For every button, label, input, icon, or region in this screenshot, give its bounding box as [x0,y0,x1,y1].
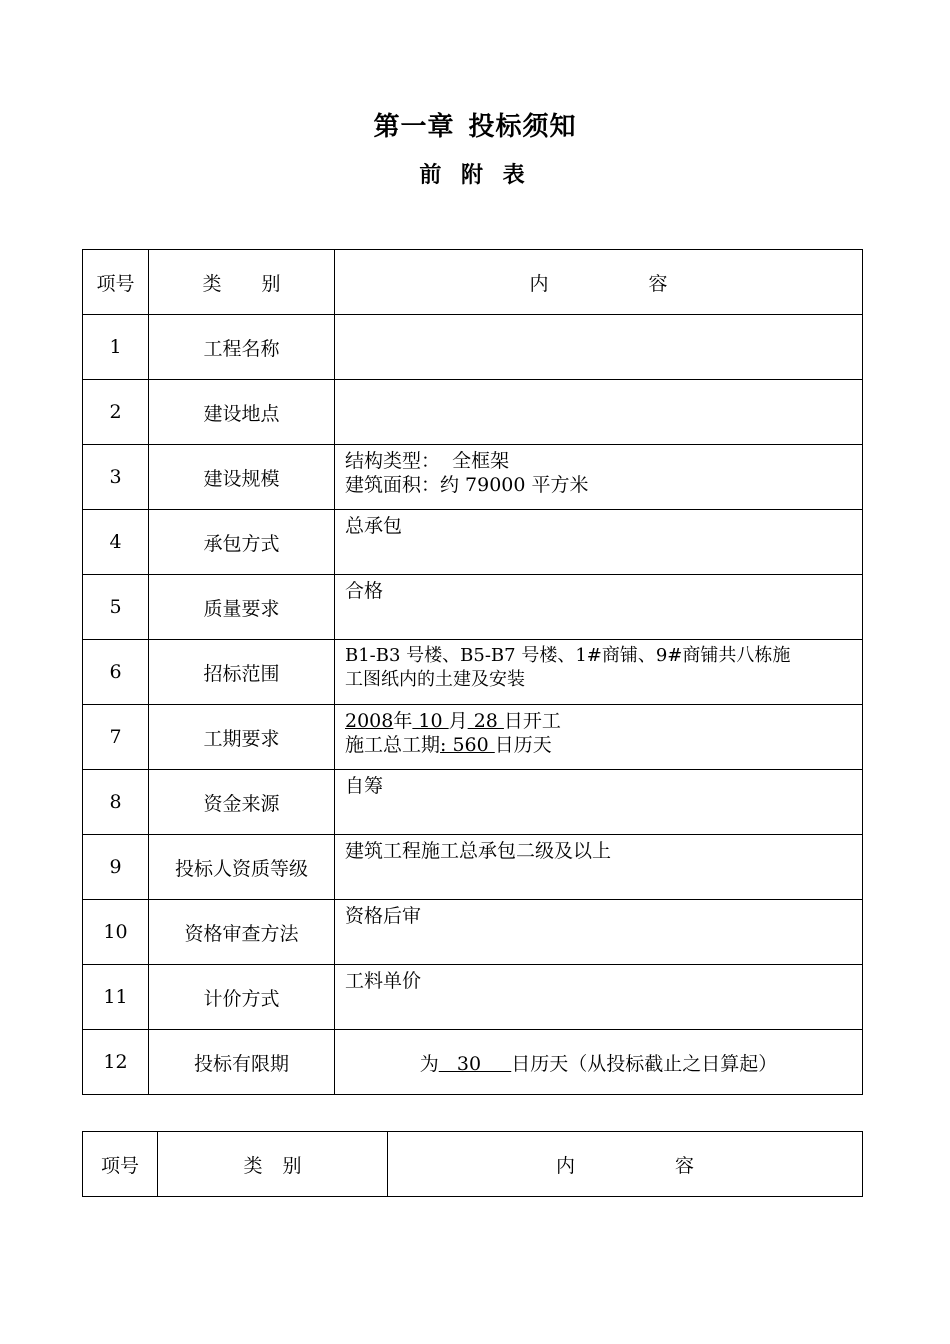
construction-period [345,733,862,757]
row-no: 1 [83,315,149,380]
row-content [335,705,863,770]
start-month: 10 [412,710,449,732]
validity-days: 30 [438,1052,512,1075]
header-content-char2: 容 [675,1154,695,1177]
row-content: 合格 [335,575,863,640]
header-content-char2: 容 [648,272,668,295]
header-content [335,250,863,315]
row-content: 工料单价 [335,965,863,1030]
period-label: 施工总工期 [345,734,441,756]
row-no: 10 [83,900,149,965]
table-row [83,575,863,640]
month-unit: 月 [448,710,468,732]
row-category: 工期要求 [149,705,335,770]
scope-line-2: 工图纸内的土建及安装 [345,669,525,690]
continuation-table [82,1131,863,1197]
row-content [335,1030,863,1095]
start-year: 2008 [345,710,394,732]
row-category: 建设地点 [149,380,335,445]
start-date [345,709,862,733]
row-no: 7 [83,705,149,770]
table-header-row [83,1132,863,1197]
row-no: 12 [83,1030,149,1095]
table-row [83,380,863,445]
header-category [149,250,335,315]
row-content [335,640,863,705]
chapter-title [0,106,950,143]
table-row [83,640,863,705]
row-no: 8 [83,770,149,835]
header-category-char2: 别 [261,272,281,295]
table-subtitle: 前 附 表 [419,163,531,188]
validity-prefix: 为 [419,1052,439,1075]
row-category: 承包方式 [149,510,335,575]
row-no: 3 [83,445,149,510]
front-attached-table [82,249,863,1095]
row-content: 自筹 [335,770,863,835]
row-content [335,445,863,510]
row-no: 5 [83,575,149,640]
row-category: 资金来源 [149,770,335,835]
header-item-no: 项号 [83,250,149,315]
row-no: 9 [83,835,149,900]
row-category: 质量要求 [149,575,335,640]
row-content [335,380,863,445]
period-value: : 560 [440,734,495,756]
row-no: 4 [83,510,149,575]
table-row [83,445,863,510]
header-category-char1: 类 [202,272,222,295]
table-row [83,900,863,965]
row-no: 6 [83,640,149,705]
row-category: 工程名称 [149,315,335,380]
table-row [83,835,863,900]
scope-line-1: B1-B3 号楼、B5-B7 号楼、1#商铺、9#商铺共八栋施 [345,645,791,666]
chapter-number: 第一章 [373,112,455,142]
row-category: 投标有限期 [149,1030,335,1095]
header-category [158,1132,388,1197]
header-content-char1: 内 [529,272,549,295]
period-unit: 日历天 [494,734,552,756]
year-unit: 年 [393,710,413,732]
table-row [83,1030,863,1095]
table-header-row [83,250,863,315]
row-content [335,315,863,380]
header-content [388,1132,863,1197]
row-category: 计价方式 [149,965,335,1030]
row-no: 11 [83,965,149,1030]
table-row [83,510,863,575]
header-content-char1: 内 [555,1154,575,1177]
table-row [83,705,863,770]
header-category-char2: 别 [282,1154,302,1177]
row-category: 招标范围 [149,640,335,705]
row-content: 总承包 [335,510,863,575]
table-row [83,770,863,835]
row-no: 2 [83,380,149,445]
row-category: 建设规模 [149,445,335,510]
row-category: 投标人资质等级 [149,835,335,900]
structure-type: 结构类型： 全框架 [345,450,510,472]
validity-suffix: 日历天（从投标截止之日算起） [511,1052,778,1075]
header-category-char1: 类 [243,1154,263,1177]
header-item-no: 项号 [83,1132,158,1197]
row-category: 资格审查方法 [149,900,335,965]
day-unit: 日开工 [503,710,561,732]
chapter-name: 投标须知 [468,112,577,142]
table-row [83,965,863,1030]
table-row [83,315,863,380]
row-content: 建筑工程施工总承包二级及以上 [335,835,863,900]
row-content: 资格后审 [335,900,863,965]
start-day: 28 [467,710,504,732]
building-area: 建筑面积：约 79000 平方米 [345,474,589,496]
